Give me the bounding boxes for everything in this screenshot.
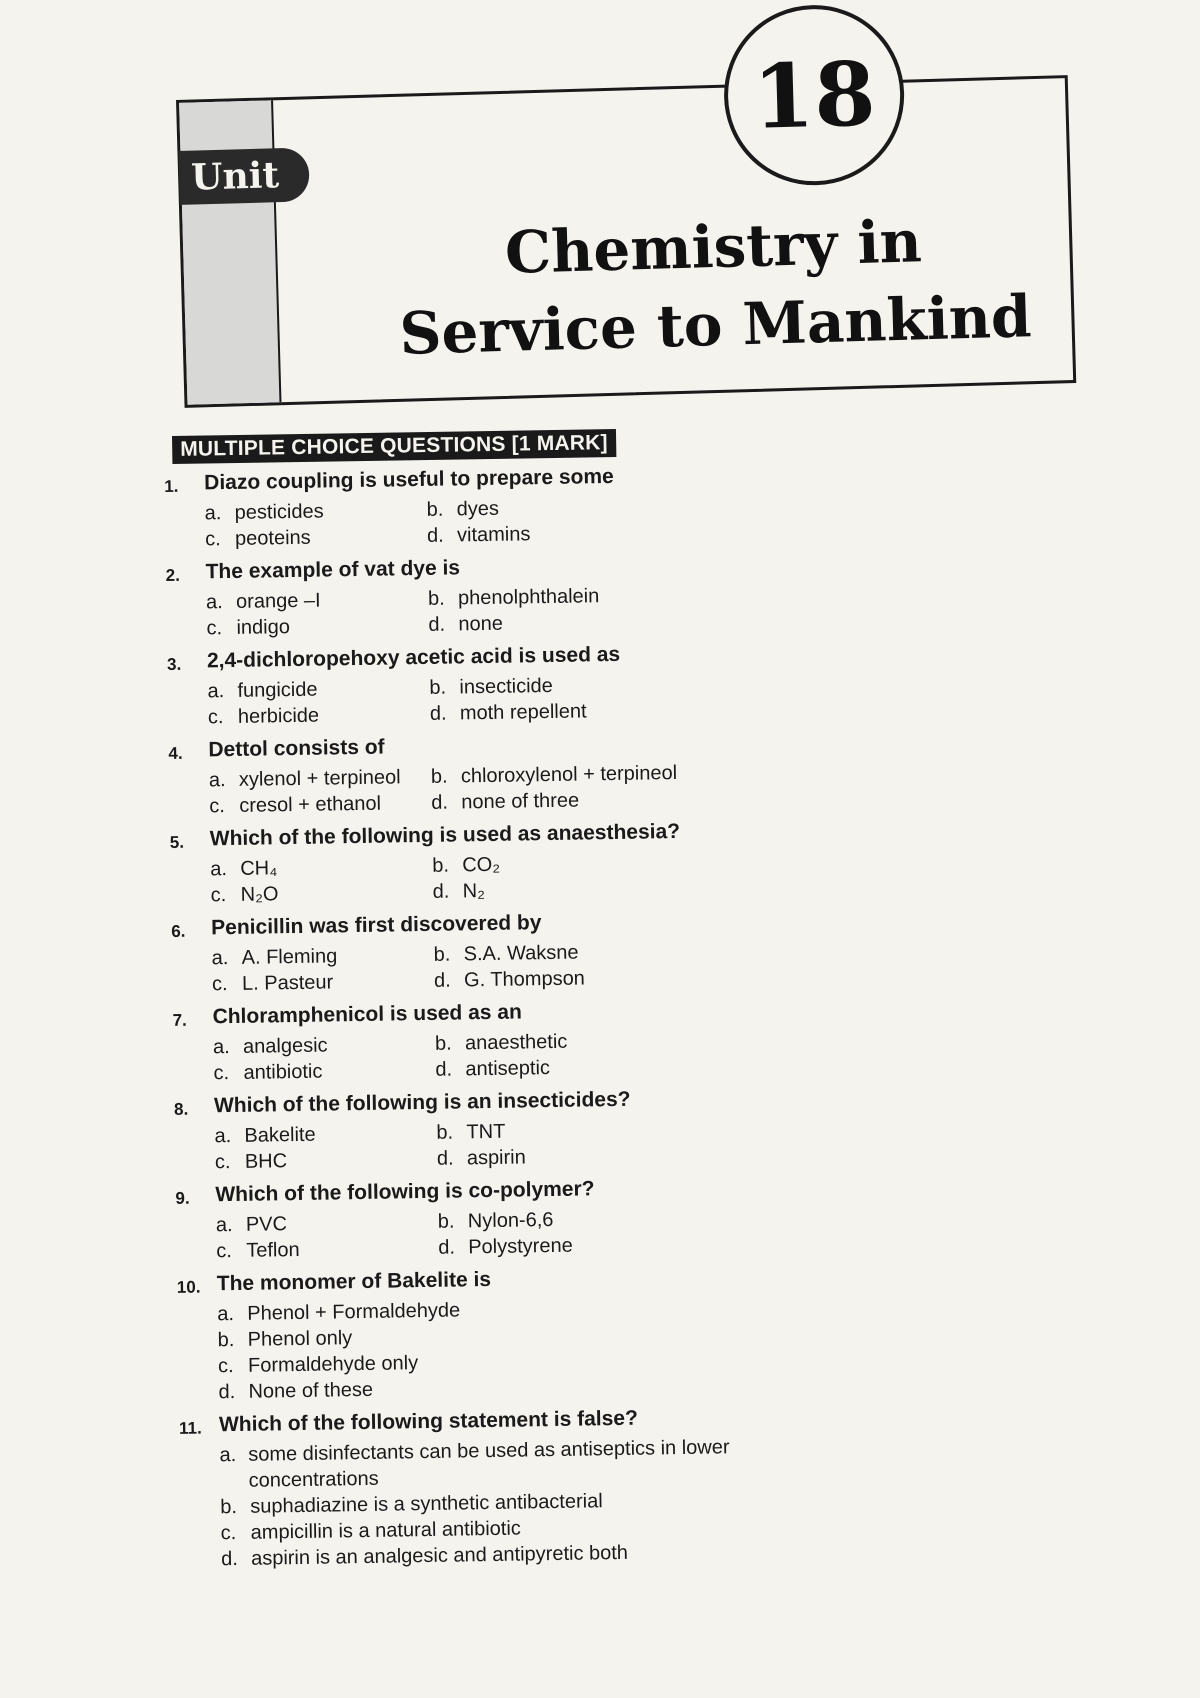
option (427, 518, 727, 549)
unit-label: Unit (178, 147, 309, 205)
option (205, 523, 427, 552)
option (209, 764, 431, 793)
option-letter: d. (220, 1547, 238, 1571)
option (435, 1052, 735, 1083)
option-letter: b. (217, 1329, 235, 1352)
option-text: indigo (236, 616, 291, 639)
option-letter: a. (215, 1214, 233, 1237)
option-letter: b. (434, 1032, 452, 1055)
option-text: None of these (248, 1378, 374, 1403)
option-text: PVC (245, 1213, 288, 1236)
option-text: S.A. Waksne (463, 941, 579, 966)
option-text: Teflon (246, 1238, 300, 1262)
option-letter: a. (214, 1125, 232, 1148)
question-number: 7. (172, 1010, 187, 1030)
option-text: some disinfectants can be used as antiseptics in lower concentrations (248, 1436, 730, 1492)
option-text: analgesic (242, 1034, 328, 1058)
option (212, 968, 434, 997)
option-letter: d. (218, 1380, 236, 1404)
option-letter: b. (433, 943, 451, 966)
option (204, 497, 426, 526)
option-letter: b. (220, 1495, 238, 1519)
option (214, 1120, 436, 1149)
option-letter: c. (211, 973, 228, 996)
question-text: Which of the following statement is false? (218, 1406, 639, 1437)
question-3 (167, 636, 928, 731)
option-text: antiseptic (465, 1057, 551, 1081)
option-list (217, 1290, 939, 1405)
option-text: pesticides (234, 500, 324, 524)
option (431, 785, 731, 816)
option-letter: d. (436, 1147, 454, 1170)
option (207, 675, 429, 704)
option-text: herbicide (237, 704, 320, 728)
question-number: 2. (165, 565, 180, 585)
option (206, 612, 428, 641)
option (206, 586, 428, 615)
chapter-title (332, 197, 1096, 374)
option-letter: a. (205, 591, 223, 614)
option (216, 1209, 438, 1238)
option-text: Bakelite (244, 1123, 316, 1147)
option-letter: a. (219, 1443, 237, 1467)
option-letter: d. (432, 880, 450, 903)
option-letter: c. (220, 1521, 237, 1545)
question-8 (174, 1081, 935, 1176)
option-letter: b. (430, 765, 448, 788)
option-letter: d. (428, 613, 446, 636)
option-text: cresol + ethanol (239, 792, 382, 817)
option-letter: d. (426, 524, 444, 547)
option-letter: d. (429, 702, 447, 725)
option-list (209, 756, 930, 819)
option (216, 1235, 438, 1264)
question-text: Dettol consists of (208, 735, 385, 762)
chapter-title-line2: Service to Mankind (398, 282, 1033, 368)
option-letter: d. (438, 1236, 456, 1259)
option-text: chloroxylenol + terpineol (460, 761, 678, 788)
option-letter: b. (427, 587, 445, 610)
question-9 (175, 1170, 936, 1265)
option-letter: a. (208, 769, 226, 792)
question-1 (164, 458, 925, 553)
option-list (210, 845, 931, 908)
option-letter: d. (433, 969, 451, 992)
question-2 (165, 547, 926, 642)
option-letter: c. (206, 617, 223, 640)
option-text: none of three (461, 789, 580, 814)
option-letter: d. (431, 791, 449, 814)
question-number: 8. (173, 1099, 189, 1119)
option-letter: c. (214, 1151, 231, 1174)
unit-number: 18 (722, 3, 907, 188)
question-number: 3. (166, 654, 182, 674)
option-text: dyes (456, 497, 500, 521)
option-letter: a. (217, 1303, 235, 1326)
question-text: Diazo coupling is useful to prepare some (204, 464, 614, 495)
question-number: 1. (164, 476, 179, 496)
option-text: ampicillin is a natural antibiotic (250, 1517, 521, 1544)
option-list (214, 1112, 935, 1175)
option-text: phenolphthalein (457, 585, 600, 610)
option (428, 607, 728, 638)
option-letter: c. (210, 884, 227, 907)
option-text: CO₂ (462, 853, 501, 877)
option-letter: a. (210, 858, 228, 881)
option-text: fungicide (237, 678, 318, 702)
option-text: insecticide (459, 674, 554, 699)
option-letter: b. (436, 1121, 454, 1144)
question-list (164, 458, 941, 1579)
option-text: Nylon-6,6 (467, 1208, 554, 1233)
option-letter: a. (204, 502, 222, 525)
option-list (207, 667, 928, 730)
question-4 (168, 725, 929, 820)
option-text: aspirin (466, 1146, 526, 1170)
question-11 (179, 1400, 941, 1573)
option-letter: c. (207, 706, 224, 729)
question-number: 6. (171, 921, 186, 941)
option-text: CH₄ (240, 857, 278, 880)
question-text: 2,4-dichloropehoxy acetic acid is used as (206, 642, 621, 673)
question-text: Which of the following is co-polymer? (215, 1177, 595, 1207)
option-letter: b. (432, 854, 450, 877)
question-number: 4. (168, 743, 183, 763)
option-text: N₂ (462, 880, 486, 903)
question-5 (170, 814, 931, 909)
question-number: 11. (178, 1418, 202, 1438)
option-text: Polystyrene (468, 1234, 573, 1259)
option-letter: c. (209, 795, 226, 818)
question-text: Which of the following is an insecticides? (213, 1087, 631, 1118)
option-text: L. Pasteur (241, 971, 334, 995)
option-text: vitamins (456, 523, 531, 547)
option-list (219, 1431, 941, 1572)
option (210, 879, 432, 908)
option-text: TNT (466, 1120, 506, 1144)
option-letter: b. (429, 676, 447, 699)
question-6 (171, 903, 932, 998)
option-text: anaesthetic (464, 1030, 568, 1055)
option-letter: d. (435, 1058, 453, 1081)
option-text: suphadiazine is a synthetic antibacterial (250, 1490, 603, 1518)
question-7 (172, 992, 933, 1087)
option-text: Phenol + Formaldehyde (247, 1299, 461, 1325)
option-letter: c. (213, 1062, 230, 1085)
option-text: orange –I (235, 589, 321, 613)
question-number: 5. (169, 832, 185, 852)
option (211, 942, 433, 971)
question-text: Chloramphenicol is used as an (212, 1000, 522, 1029)
option-list (206, 578, 927, 641)
option (213, 1031, 435, 1060)
option (437, 1141, 737, 1172)
option-text: G. Thompson (463, 967, 586, 992)
option-letter: a. (211, 947, 229, 970)
question-text: Which of the following is used as anaesthesia? (209, 819, 681, 851)
option (210, 853, 432, 882)
option-text: moth repellent (459, 700, 587, 725)
option (209, 790, 431, 819)
option-list (216, 1201, 937, 1264)
option-text: peoteins (234, 526, 311, 550)
option-text: antibiotic (243, 1060, 323, 1084)
option-text: N₂O (240, 883, 279, 906)
option-letter: b. (426, 498, 444, 521)
chapter-header (176, 41, 1076, 408)
option-text: A. Fleming (241, 945, 338, 969)
option (438, 1230, 738, 1261)
option (432, 874, 732, 905)
option-list (213, 1023, 934, 1086)
option-letter: a. (212, 1036, 230, 1059)
option (208, 701, 430, 730)
chapter-title-line1: Chemistry in (504, 207, 923, 287)
option-list (211, 934, 932, 997)
question-text: The monomer of Bakelite is (216, 1267, 492, 1296)
question-number: 9. (175, 1188, 190, 1208)
option-text: BHC (244, 1150, 288, 1173)
option-text: Formaldehyde only (247, 1352, 419, 1377)
option-text: none (458, 612, 504, 636)
option (430, 696, 730, 727)
unit-strip (179, 100, 281, 405)
option-list (204, 489, 925, 552)
section-heading: MULTIPLE CHOICE QUESTIONS [1 MARK] (172, 429, 616, 464)
question-text: The example of vat dye is (205, 556, 461, 584)
option-letter: c. (204, 528, 221, 551)
option-text: xylenol + terpineol (238, 766, 401, 791)
question-number: 10. (176, 1277, 201, 1297)
option-text: aspirin is an analgesic and antipyretic both (250, 1541, 629, 1570)
option-letter: c. (216, 1240, 233, 1263)
question-10 (177, 1259, 939, 1406)
option (434, 963, 734, 994)
option-letter: b. (437, 1210, 455, 1233)
question-text: Penicillin was first discovered by (211, 911, 542, 940)
option-letter: a. (207, 680, 225, 703)
option (213, 1057, 435, 1086)
option-text: Phenol only (247, 1327, 353, 1351)
option (215, 1146, 437, 1175)
option-letter: c. (217, 1355, 234, 1378)
